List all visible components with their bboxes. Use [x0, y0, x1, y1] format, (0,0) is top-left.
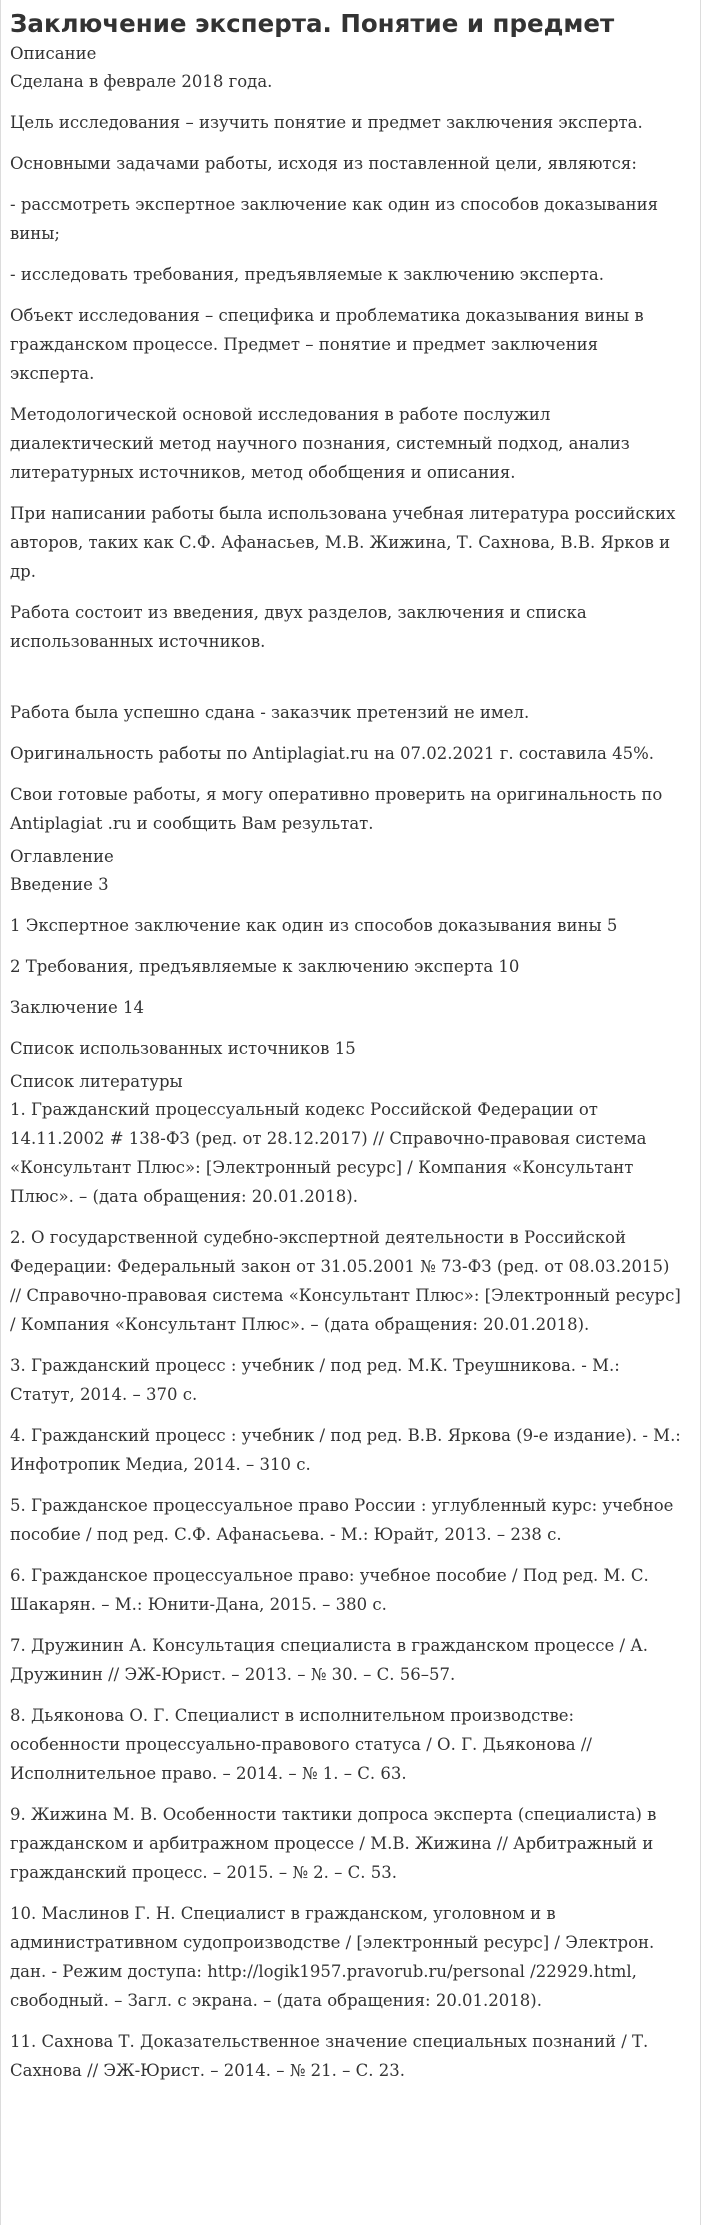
page-title: Заключение эксперта. Понятие и предмет: [10, 9, 615, 38]
description-paragraph: - рассмотреть экспертное заключение как один из способов доказывания вины;: [10, 195, 659, 243]
literature-section: [10, 1069, 683, 2085]
description-paragraph: Основными задачами работы, исходя из поставленной цели, являются:: [10, 154, 637, 173]
description-heading: Описание: [10, 44, 97, 63]
description-paragraph: Методологической основой исследования в работе послужил диалектический метод научного познания, системный подход, анализ литературных источников, метод обобщения и описания.: [10, 405, 630, 482]
toc-item: Введение 3: [10, 875, 109, 894]
toc-heading: Оглавление: [10, 847, 114, 866]
description-paragraph: - исследовать требования, предъявляемые к заключению эксперта.: [10, 265, 604, 284]
note-paragraph: Свои готовые работы, я могу оперативно проверить на оригинальность по Antiplagiat .ru и сообщить Вам результат.: [10, 785, 663, 833]
literature-item: 4. Гражданский процесс : учебник / под ред. В.В. Яркова (9-е издание). - М.: Инфотропик Медиа, 2014. – 310 с.: [10, 1426, 681, 1474]
literature-item: 11. Сахнова Т. Доказательственное значение специальных познаний / Т. Сахнова // ЭЖ-Юрист. – 2014. – № 21. – С. 23.: [10, 2032, 649, 2080]
literature-item: 1. Гражданский процессуальный кодекс Российской Федерации от 14.11.2002 # 138-ФЗ (ред. от 28.12.2017) // Справочно-правовая система «Консультант Плюс»: [Электронный ресурс] / Компания «Консультант Плюс». – (дата обращения: 20.01.2018).: [10, 1100, 647, 1206]
description-paragraph: Работа состоит из введения, двух разделов, заключения и списка использованных источников.: [10, 603, 587, 651]
literature-item: 2. О государственной судебно-экспертной деятельности в Российской Федерации: Федеральный закон от 31.05.2001 № 73-ФЗ (ред. от 08.03.2015) // Справочно-правовая система «Консультант Плюс»: [Электронный ресурс] / Компания «Консультант Плюс». – (дата обращения: 20.01.2018).: [10, 1228, 681, 1334]
literature-item: 8. Дьяконова О. Г. Специалист в исполнительном производстве: особенности процессуально-правового статуса / О. Г. Дьяконова // Исполнительное право. – 2014. – № 1. – С. 63.: [10, 1706, 592, 1783]
description-paragraph: Цель исследования – изучить понятие и предмет заключения эксперта.: [10, 113, 643, 132]
toc-item: Список использованных источников 15: [10, 1039, 356, 1058]
description-paragraph: Объект исследования – специфика и проблематика доказывания вины в гражданском процессе. Предмет – понятие и предмет заключения эксперта.: [10, 306, 644, 383]
toc-item: 1 Экспертное заключение как один из способов доказывания вины 5: [10, 916, 618, 935]
literature-item: 10. Маслинов Г. Н. Специалист в гражданском, уголовном и в административном судопроизводстве / [электронный ресурс] / Электрон. дан. - Режим доступа: http://logik1957.pravorub.ru/personal /22929.html, свободный. – Загл. с экрана. – (дата обращения: 20.01.2018).: [10, 1904, 655, 2010]
description-paragraph: Сделана в феврале 2018 года.: [10, 72, 273, 91]
literature-item: 7. Дружинин А. Консультация специалиста в гражданском процессе / А. Дружинин // ЭЖ-Юрист. – 2013. – № 30. – С. 56–57.: [10, 1636, 649, 1684]
toc-item: 2 Требования, предъявляемые к заключению эксперта 10: [10, 957, 520, 976]
literature-item: 6. Гражданское процессуальное право: учебное пособие / Под ред. М. С. Шакарян. – М.: Юнити-Дана, 2015. – 380 с.: [10, 1566, 649, 1614]
toc-item: Заключение 14: [10, 998, 144, 1017]
description-paragraph: При написании работы была использована учебная литература российских авторов, таких как С.Ф. Афанасьев, М.В. Жижина, Т. Сахнова, В.В. Ярков и др.: [10, 504, 676, 581]
literature-item: 3. Гражданский процесс : учебник / под ред. М.К. Треушникова. - М.: Статут, 2014. – 370 с.: [10, 1356, 620, 1404]
note-paragraph: Работа была успешно сдана - заказчик претензий не имел.: [10, 703, 530, 722]
note-paragraph: Оригинальность работы по Antiplagiat.ru на 07.02.2021 г. составила 45%.: [10, 744, 655, 763]
literature-item: 5. Гражданское процессуальное право России : углубленный курс: учебное пособие / под ред. С.Ф. Афанасьева. - М.: Юрайт, 2013. – 238 с.: [10, 1496, 674, 1544]
literature-heading: Список литературы: [10, 1072, 183, 1091]
literature-item: 9. Жижина М. В. Особенности тактики допроса эксперта (специалиста) в гражданском и арбитражном процессе / М.В. Жижина // Арбитражный и гражданский процесс. – 2015. – № 2. – С. 53.: [10, 1805, 657, 1882]
left-border: [0, 0, 1, 2225]
